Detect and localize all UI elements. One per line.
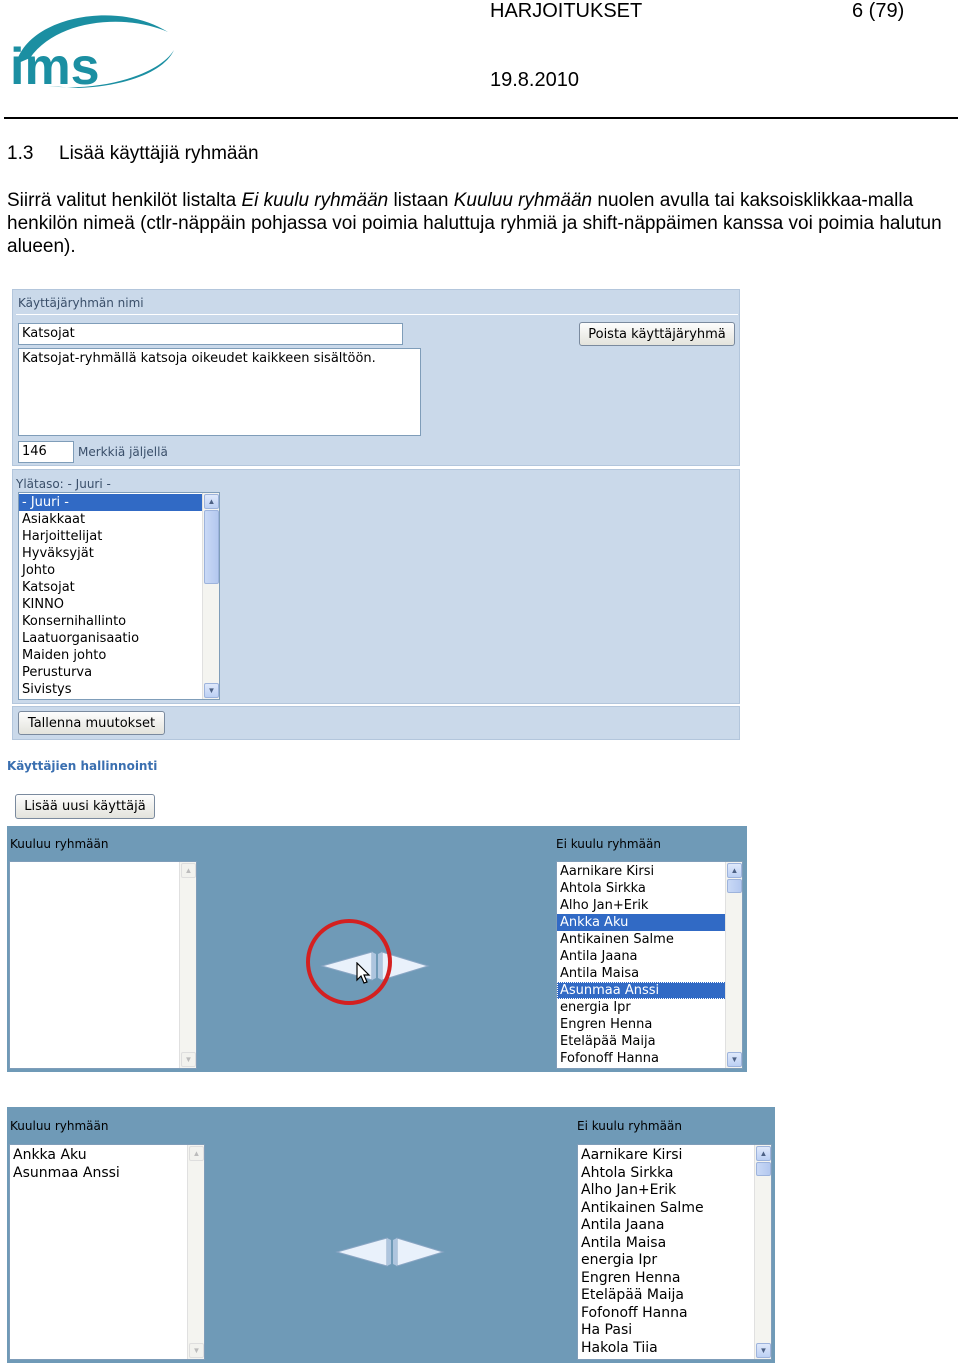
list-item[interactable]: Alho Jan+Erik bbox=[560, 898, 649, 913]
remove-from-group-arrow-icon[interactable] bbox=[393, 1238, 443, 1266]
list-item[interactable]: Konsernihallinto bbox=[22, 614, 127, 629]
list-item[interactable]: Hakola Tiia bbox=[581, 1339, 658, 1356]
scroll-thumb[interactable] bbox=[204, 510, 219, 584]
scroll-thumb[interactable] bbox=[756, 1162, 771, 1176]
parent-group-listbox[interactable] bbox=[18, 492, 220, 700]
list-item[interactable]: Ha Pasi bbox=[581, 1322, 633, 1338]
list-item[interactable]: Laatuorganisaatio bbox=[22, 631, 140, 646]
list-item[interactable]: Perusturva bbox=[22, 665, 93, 680]
document-title: HARJOITUKSET bbox=[490, 0, 643, 22]
list-item[interactable]: Fofonoff Hanna bbox=[581, 1304, 688, 1321]
scroll-up-icon: ▲ bbox=[189, 1146, 204, 1161]
list-item[interactable]: Alho Jan+Erik bbox=[581, 1182, 677, 1198]
list-item[interactable]: Engren Henna bbox=[581, 1269, 681, 1286]
list-item[interactable]: Aarnikare Kirsi bbox=[560, 864, 655, 879]
list-item[interactable]: energia Ipr bbox=[560, 1000, 631, 1015]
in-group-label: Kuuluu ryhmään bbox=[10, 1119, 109, 1133]
not-in-group-scrollbar[interactable] bbox=[725, 862, 742, 1068]
list-item[interactable]: Engren Henna bbox=[560, 1017, 653, 1032]
not-in-group-scrollbar[interactable] bbox=[754, 1145, 771, 1359]
section-number: 1.3 bbox=[7, 143, 34, 164]
parent-list-scrollbar[interactable] bbox=[202, 493, 219, 699]
list-item[interactable]: Antila Maisa bbox=[560, 966, 640, 981]
chars-left-label: Merkkiä jäljellä bbox=[78, 445, 168, 459]
list-item[interactable]: Harjoittelijat bbox=[22, 529, 103, 544]
move-arrows bbox=[335, 1234, 445, 1270]
list-item[interactable]: KINNO bbox=[22, 597, 65, 612]
add-user-button[interactable]: Lisää uusi käyttäjä bbox=[15, 794, 155, 819]
list-item[interactable]: Ahtola Sirkka bbox=[560, 881, 646, 896]
group-name-input[interactable]: Katsojat bbox=[18, 323, 403, 345]
list-item[interactable]: Antila Jaana bbox=[560, 949, 638, 964]
chars-left-counter: 146 bbox=[18, 441, 74, 463]
list-item[interactable]: - Juuri - bbox=[19, 494, 219, 511]
list-item[interactable]: Hyväksyjät bbox=[22, 546, 94, 561]
list-item[interactable]: Katsojat bbox=[22, 580, 75, 595]
list-item[interactable]: Antila Maisa bbox=[581, 1234, 667, 1251]
instruction-paragraph: Siirrä valitut henkilöt listalta Ei kuulu ryhmään listaan Kuuluu ryhmään nuolen avulla tai kaksoisklikkaa-malla henkilön nimeä (ctlr-näppäin pohjassa voi poimia haluttuja ryhmiä ja shift-näppäimen kanssa voi poimia halutun alueen). bbox=[7, 190, 942, 257]
list-item[interactable]: Ahtola Sirkka bbox=[581, 1164, 674, 1181]
list-item[interactable]: Antila Jaana bbox=[581, 1217, 665, 1233]
page-number: 6 (79) bbox=[852, 0, 905, 22]
scroll-up-icon: ▲ bbox=[181, 863, 196, 878]
ims-logo bbox=[8, 6, 180, 92]
header-divider bbox=[4, 117, 958, 119]
scroll-down-icon[interactable]: ▼ bbox=[756, 1343, 771, 1358]
parent-level-label: Ylätaso: - Juuri - bbox=[16, 477, 111, 491]
list-item[interactable]: Asunmaa Anssi bbox=[557, 982, 742, 999]
delete-group-button[interactable]: Poista käyttäjäryhmä bbox=[579, 322, 735, 346]
group-name-label: Käyttäjäryhmän nimi bbox=[18, 296, 144, 310]
list-item[interactable]: Asunmaa Anssi bbox=[13, 1164, 120, 1181]
scroll-down-icon[interactable]: ▼ bbox=[727, 1052, 742, 1067]
scroll-up-icon[interactable]: ▲ bbox=[727, 863, 742, 878]
list-item[interactable]: Asiakkaat bbox=[22, 512, 86, 527]
scroll-down-icon: ▼ bbox=[189, 1343, 204, 1358]
list-name-in-group: Kuuluu ryhmään bbox=[453, 190, 593, 211]
list-item[interactable]: Fofonoff Hanna bbox=[560, 1051, 659, 1066]
not-in-group-listbox[interactable] bbox=[556, 861, 743, 1069]
list-item[interactable]: Aarnikare Kirsi bbox=[581, 1147, 683, 1163]
list-item[interactable]: energia Ipr bbox=[581, 1252, 658, 1268]
scroll-thumb[interactable] bbox=[727, 879, 742, 893]
in-group-label: Kuuluu ryhmään bbox=[10, 837, 109, 851]
not-in-group-label: Ei kuulu ryhmään bbox=[556, 837, 661, 851]
list-item[interactable]: Maiden johto bbox=[22, 648, 107, 663]
in-group-listbox[interactable] bbox=[9, 1144, 205, 1360]
logo-text: ims bbox=[10, 38, 100, 92]
not-in-group-listbox[interactable] bbox=[577, 1144, 772, 1360]
mouse-cursor-icon bbox=[356, 962, 372, 986]
group-description-textarea[interactable]: Katsojat-ryhmällä katsoja oikeudet kaikkeen sisältöön. bbox=[18, 348, 421, 436]
list-item[interactable]: Johto bbox=[22, 563, 56, 578]
scroll-up-icon[interactable]: ▲ bbox=[756, 1146, 771, 1161]
list-item[interactable]: Antikainen Salme bbox=[560, 932, 674, 947]
document-date: 19.8.2010 bbox=[490, 69, 579, 91]
move-to-group-arrow-icon[interactable] bbox=[337, 1238, 391, 1266]
list-item[interactable]: Eteläpää Maija bbox=[581, 1287, 684, 1303]
section-title: Lisää käyttäjiä ryhmään bbox=[59, 143, 259, 164]
list-item[interactable]: Ankka Aku bbox=[557, 914, 742, 931]
scroll-down-icon: ▼ bbox=[181, 1052, 196, 1067]
users-management-heading: Käyttäjien hallinnointi bbox=[7, 759, 158, 773]
in-group-listbox[interactable] bbox=[9, 861, 197, 1069]
save-changes-button[interactable]: Tallenna muutokset bbox=[18, 711, 165, 735]
list-item[interactable]: Antikainen Salme bbox=[581, 1199, 704, 1216]
not-in-group-label: Ei kuulu ryhmään bbox=[577, 1119, 682, 1133]
list-name-not-in-group: Ei kuulu ryhmään bbox=[241, 190, 389, 211]
list-item[interactable]: Sivistys bbox=[22, 682, 72, 697]
list-item[interactable]: Eteläpää Maija bbox=[560, 1034, 656, 1049]
list-item[interactable]: Ankka Aku bbox=[13, 1147, 87, 1163]
in-group-scrollbar bbox=[187, 1145, 204, 1359]
scroll-up-icon[interactable]: ▲ bbox=[204, 494, 219, 509]
highlight-circle bbox=[306, 919, 392, 1005]
scroll-down-icon[interactable]: ▼ bbox=[204, 683, 219, 698]
in-group-scrollbar bbox=[179, 862, 196, 1068]
